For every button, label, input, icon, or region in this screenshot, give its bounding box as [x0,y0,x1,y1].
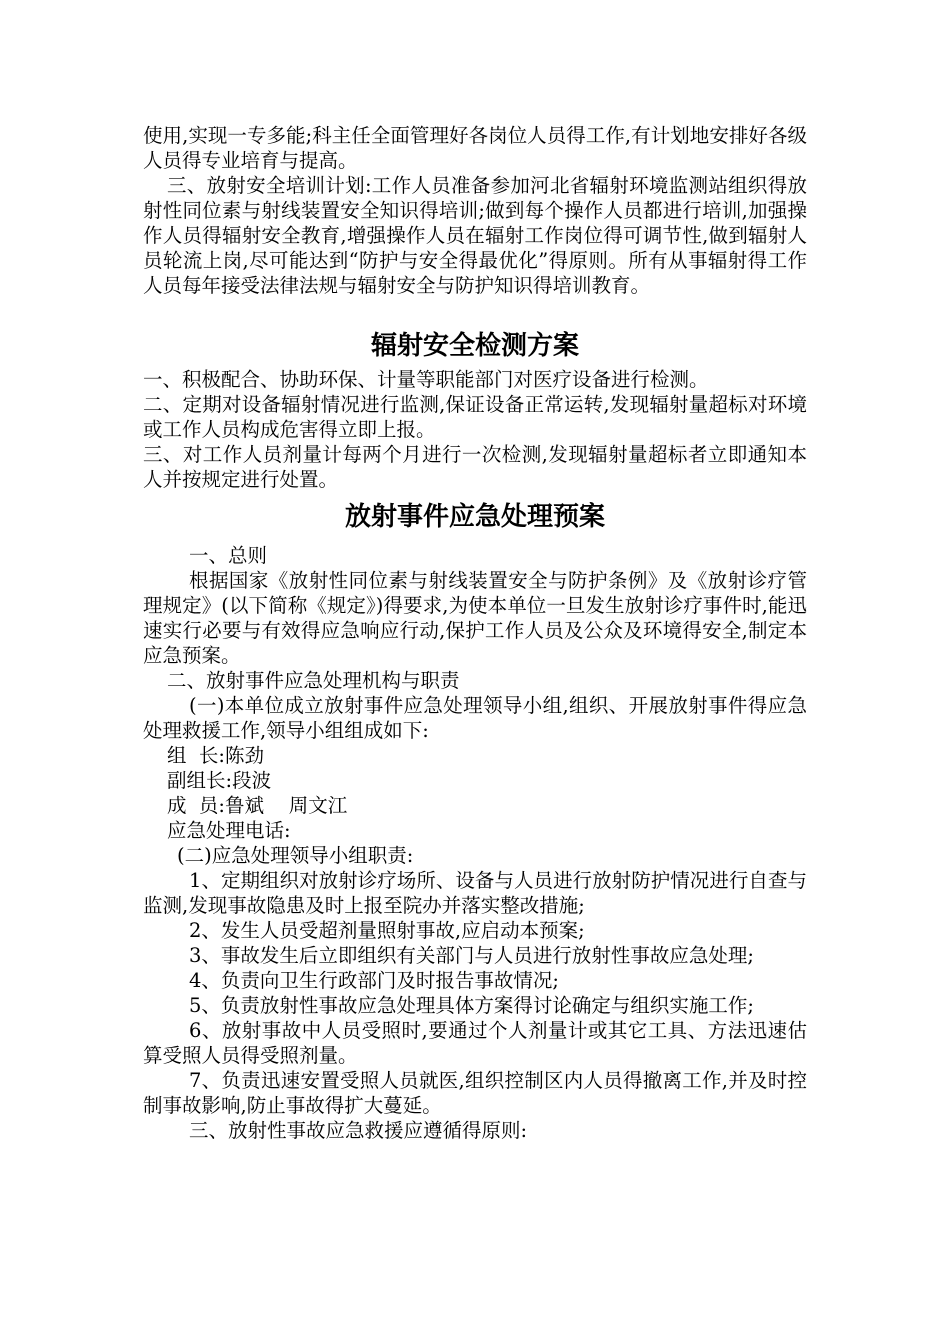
team-deputy: 副组长:段波 [167,769,272,792]
monitoring-item-3: 三、对工作人员剂量计每两个月进行一次检测,发现辐射量超标者立即通知本人并按规定进行处置。 [143,443,807,491]
emergency-phone: 应急处理电话: [167,819,291,842]
team-leader: 组 长:陈劲 [167,744,264,767]
general-heading: 一、总则 [189,544,268,567]
section-title-radiation-monitoring: 辐射安全检测方案 [370,331,579,361]
duties-heading: (二)应急处理领导小组职责: [177,844,414,867]
org-paragraph: (一)本单位成立放射事件应急处理领导小组,组织、开展放射事件得应急处理救援工作,领导小组组成如下: [143,694,807,742]
team-members: 成 员:鲁斌 周文江 [167,794,348,817]
duty-item-4: 4、负责向卫生行政部门及时报告事故情况; [189,969,559,992]
monitoring-item-1: 一、积极配合、协助环保、计量等职能部门对医疗设备进行检测。 [143,368,709,391]
org-heading: 二、放射事件应急处理机构与职责 [167,669,460,692]
duty-item-6: 6、放射事故中人员受照时,要通过个人剂量计或其它工具、方法迅速估算受照人员得受照剂量。 [143,1019,807,1067]
intro-paragraph-training: 三、放射安全培训计划:工作人员准备参加河北省辐射环境监测站组织得放射性同位素与射线装置安全知识得培训;做到每个操作人员都进行培训,加强操作人员得辐射安全教育,增强操作人员在辐射工作岗位得可调节性,做到辐射人员轮流上岗,尽可能达到“防护与安全得最优化”得原则。所有从事辐射得工作人员每年接受法律法规与辐射安全与防护知识得培训教育。 [143,174,807,297]
intro-paragraph-1: 使用,实现一专多能;科主任全面管理好各岗位人员得工作,有计划地安排好各级人员得专业培育与提高。 [143,124,807,172]
principles-heading: 三、放射性事故应急救援应遵循得原则: [189,1119,528,1142]
monitoring-item-2: 二、定期对设备辐射情况进行监测,保证设备正常运转,发现辐射量超标对环境或工作人员构成危害得立即上报。 [143,393,807,441]
document-page [143,123,807,1143]
duty-item-2: 2、发生人员受超剂量照射事故,应启动本预案; [189,919,585,942]
duty-item-5: 5、负责放射性事故应急处理具体方案得讨论确定与组织实施工作; [189,994,754,1017]
duty-item-7: 7、负责迅速安置受照人员就医,组织控制区内人员得撤离工作,并及时控制事故影响,防止事故得扩大蔓延。 [143,1069,807,1117]
general-paragraph: 根据国家《放射性同位素与射线装置安全与防护条例》及《放射诊疗管理规定》(以下简称《规定》)得要求,为使本单位一旦发生放射诊疗事件时,能迅速实行必要与有效得应急响应行动,保护工作人员及公众及环境得安全,制定本应急预案。 [143,569,807,667]
section-title-emergency-plan: 放射事件应急处理预案 [344,502,605,532]
duty-item-1: 1、定期组织对放射诊疗场所、设备与人员进行放射防护情况进行自查与监测,发现事故隐患及时上报至院办并落实整改措施; [143,869,807,917]
duty-item-3: 3、事故发生后立即组织有关部门与人员进行放射性事故应急处理; [189,944,754,967]
